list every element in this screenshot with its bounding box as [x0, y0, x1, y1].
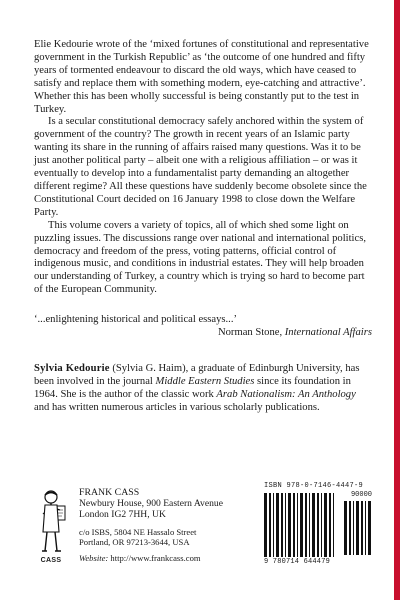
bio-text-3: and has written numerous articles in various scholarly publications.: [34, 402, 320, 413]
barcode-bar: [368, 501, 371, 555]
barcode-bar: [344, 501, 347, 555]
barcode-bar: [269, 493, 271, 557]
barcode-bar: [317, 493, 319, 557]
website-url[interactable]: http://www.frankcass.com: [108, 553, 201, 563]
us-address: [79, 527, 279, 547]
barcode-bar: [288, 493, 291, 557]
barcode-bar: [305, 493, 307, 557]
barcode-bar: [276, 493, 279, 557]
barcode-bar: [264, 493, 267, 557]
website-label: Website:: [79, 553, 109, 563]
logo-label: CASS: [40, 557, 62, 564]
publisher-logo: [34, 488, 68, 568]
barcode-bar: [312, 493, 315, 557]
barcode-digits: 9 780714 644479: [264, 558, 331, 566]
publisher-address-line-2: London IG2 7HH, UK: [79, 509, 166, 520]
barcode-bar: [321, 493, 322, 557]
barcode-bar: [356, 501, 359, 555]
blurb-paragraph-2: Is a secular constitutional democracy safely anchored within the system of government of the country? The growth in recent years of an Islamic party wanting its share in the running of affairs raised many questions. Was it to be just another political party – albeit one with a religious affiliation – or was it eventually to develop into a fundamentalist party demanding an altogether different regime? All these questions have suddenly become obsolete since the Constitutional Court decided on 16 January 1998 to close down the Welfare Party.: [34, 116, 367, 218]
blurb-text: [34, 39, 374, 297]
figure-logo-icon: [34, 488, 68, 556]
bio-journal: Middle Eastern Studies: [155, 376, 255, 387]
author-bio: [34, 362, 372, 414]
barcode-bars: [264, 491, 372, 557]
quote-text: ‘...enlightening historical and political essays...’: [34, 314, 237, 325]
barcode-bar: [293, 493, 295, 557]
blurb-paragraph-3: This volume covers a variety of topics, all of which shed some light on puzzling issues. The discussions range over national and international politics, democracy and freedom of the press, voting patterns, official control of indigenous music, and conditions in industrial estates. They will help broaden our understanding of Turkey, a country which is trying so hard to become part of the European Community.: [34, 219, 366, 296]
addon-number: 90000: [350, 491, 372, 499]
quote-attribution: [34, 326, 372, 339]
isbn-number: ISBN 978-0-7146-4447-9: [264, 482, 364, 490]
quote-source: International Affairs: [284, 327, 372, 338]
barcode-bar: [329, 493, 331, 557]
quote-author: Norman Stone,: [217, 327, 285, 338]
blurb-paragraph-1: Elie Kedourie wrote of the ‘mixed fortunes of constitutional and representative government in the Turkish Republic’ as ‘the outcome of one hundred and fifty years of tormented endeavour to discard the old ways, which have ceased to satisfy and replace them with something modern, eye-catching and attractive’. Whether this has been wholly successful is being constantly put to the test in Turkey.: [34, 39, 369, 115]
barcode-bar: [361, 501, 363, 555]
barcode-bar: [353, 501, 354, 555]
barcode-bar: [281, 493, 283, 557]
bio-text-2: since its foundation in 1964. She is the author of the classic work: [34, 376, 351, 400]
barcode-bar: [333, 493, 334, 557]
barcode-bar: [300, 493, 303, 557]
red-edge-strip: [394, 0, 400, 600]
us-address-line-1: c/o ISBS, 5804 NE Hassalo Street: [79, 527, 197, 537]
isbn-barcode: [264, 482, 372, 566]
barcode-bar: [324, 493, 327, 557]
bio-text-1: (Sylvia G. Haim), a graduate of Edinburgh University, has been involved in the journal: [34, 363, 360, 387]
barcode-bar: [349, 501, 351, 555]
us-address-line-2: Portland, OR 97213-3644, USA: [79, 537, 190, 547]
barcode-bar: [365, 501, 366, 555]
publisher-info: [79, 487, 279, 564]
publisher-website: [79, 553, 279, 564]
publisher-name: FRANK CASS: [79, 487, 140, 498]
barcode-bar: [273, 493, 274, 557]
review-quote: [34, 313, 372, 339]
barcode-bar: [297, 493, 298, 557]
publisher-address-line-1: Newbury House, 900 Eastern Avenue: [79, 498, 223, 509]
author-name: Sylvia Kedourie: [34, 363, 110, 374]
barcode-bar: [285, 493, 286, 557]
bio-book: Arab Nationalism: An Anthology: [216, 389, 356, 400]
barcode-bar: [309, 493, 310, 557]
